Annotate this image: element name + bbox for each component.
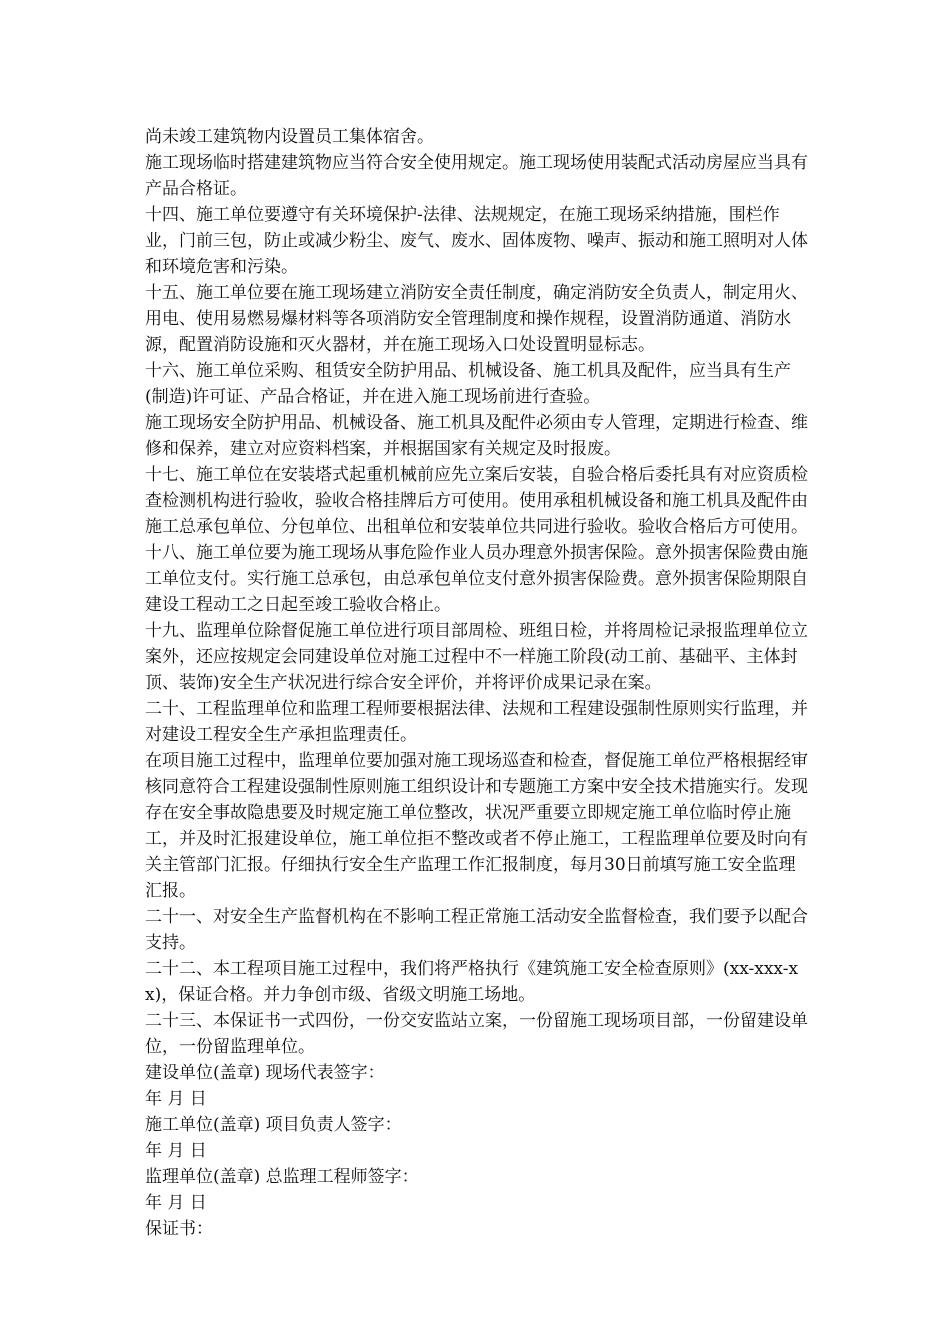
paragraph-14-environment: 十四、施工单位要遵守有关环境保护-法律、法规规定，在施工现场采纳措施，围栏作业，门前三包，防止或减少粉尘、废气、废水、固体废物、噪声、振动和施工照明对人体和环境危害和污染。	[145, 205, 808, 277]
signature-supervision-unit: 监理单位(盖章) 总监理工程师签字：	[145, 1167, 419, 1187]
paragraph-19-supervision-inspection: 十九、监理单位除督促施工单位进行项目部周检、班组日检，并将周检记录报监理单位立案外，还应按规定会同建设单位对施工过程中不一样施工阶段(动工前、基础平、主体封顶、装饰)安全生产状况进行综合安全评价，并将评价成果记录在案。	[145, 621, 808, 693]
document-body	[145, 124, 810, 1242]
signature-owner-unit: 建设单位(盖章) 现场代表签字：	[145, 1063, 385, 1083]
paragraph-dormitory: 尚未竣工建筑物内设置员工集体宿舍。	[145, 127, 434, 147]
signature-construction-unit: 施工单位(盖章) 项目负责人签字：	[145, 1115, 402, 1135]
paragraph-17-crane-installation: 十七、施工单位在安装塔式起重机械前应先立案后安装，自验合格后委托具有对应资质检查检测机构进行验收，验收合格挂牌后方可使用。使用承租机械设备和施工机具及配件由施工总承包单位、分包单位、出租单位和安装单位共同进行验收。验收合格后方可使用。	[145, 465, 808, 537]
paragraph-16-procurement: 十六、施工单位采购、租赁安全防护用品、机械设备、施工机具及配件，应当具有生产(制造)许可证、产品合格证，并在进入施工现场前进行查验。	[145, 361, 791, 407]
paragraph-supervision-process: 在项目施工过程中，监理单位要加强对施工现场巡查和检查，督促施工单位严格根据经审核同意符合工程建设强制性原则施工组织设计和专题施工方案中安全技术措施实行。发现存在安全事故隐患要及时规定施工单位整改，状况严重要立即规定施工单位临时停止施工，并及时汇报建设单位，施工单位拒不整改或者不停止施工，工程监理单位要及时向有关主管部门汇报。仔细执行安全生产监理工作汇报制度，每月30日前填写施工安全监理汇报。	[145, 751, 808, 901]
paragraph-21-cooperation: 二十一、对安全生产监督机构在不影响工程正常施工活动安全监督检查，我们要予以配合支持。	[145, 907, 808, 953]
paragraph-18-insurance: 十八、施工单位要为施工现场从事危险作业人员办理意外损害保险。意外损害保险费由施工单位支付。实行施工总承包，由总承包单位支付意外损害保险费。意外损害保险期限自建设工程动工之日起至竣工验收合格止。	[145, 543, 808, 615]
guarantee-heading: 保证书：	[145, 1219, 213, 1239]
paragraph-23-copies: 二十三、本保证书一式四份，一份交安监站立案，一份留施工现场项目部，一份留建设单位，一份留监理单位。	[145, 1011, 808, 1057]
paragraph-equipment-management: 施工现场安全防护用品、机械设备、施工机具及配件必须由专人管理，定期进行检查、维修和保养，建立对应资料档案，并根据国家有关规定及时报废。	[145, 413, 808, 459]
paragraph-20-supervision-duty: 二十、工程监理单位和监理工程师要根据法律、法规和工程建设强制性原则实行监理，并对建设工程安全生产承担监理责任。	[145, 699, 808, 745]
date-line-owner: 年 月 日	[145, 1089, 207, 1109]
paragraph-15-fire-safety: 十五、施工单位要在施工现场建立消防安全责任制度，确定消防安全负责人，制定用火、用电、使用易燃易爆材料等各项消防安全管理制度和操作规程，设置消防通道、消防水源，配置消防设施和灭火器材，并在施工现场入口处设置明显标志。	[145, 283, 808, 355]
date-line-construction: 年 月 日	[145, 1141, 207, 1161]
paragraph-temporary-buildings: 施工现场临时搭建建筑物应当符合安全使用规定。施工现场使用装配式活动房屋应当具有产品合格证。	[145, 153, 808, 199]
paragraph-22-standards: 二十二、本工程项目施工过程中，我们将严格执行《建筑施工安全检查原则》(xx-xxx-xx)，保证合格。并力争创市级、省级文明施工场地。	[145, 959, 799, 1005]
date-line-supervision: 年 月 日	[145, 1193, 207, 1213]
